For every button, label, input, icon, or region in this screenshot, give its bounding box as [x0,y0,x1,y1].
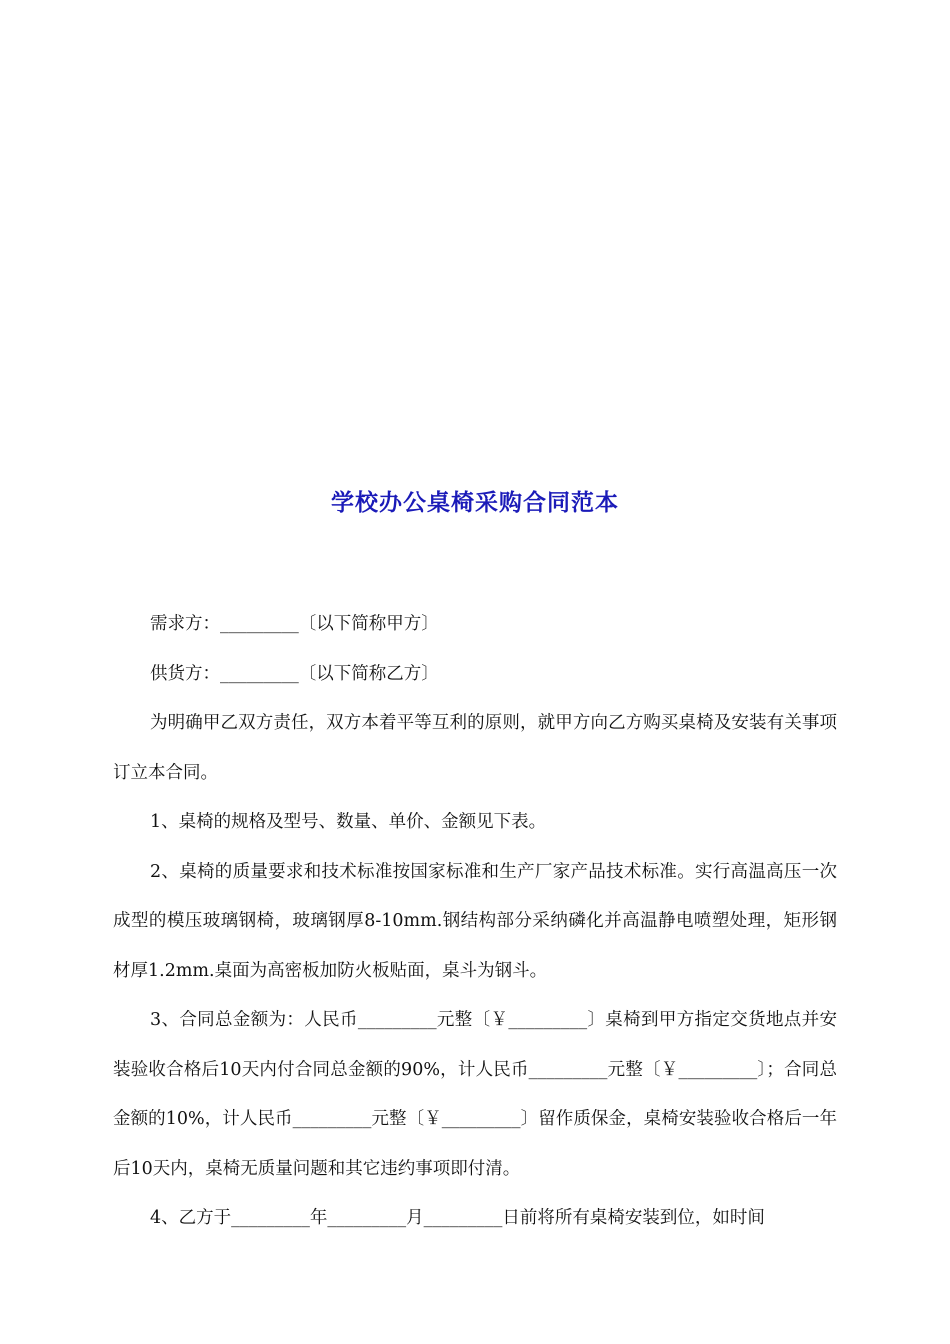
clause-3: 3、合同总金额为：人民币_________元整〔￥_________〕桌椅到甲方指定交货地点并安装验收合格后10天内付合同总金额的90%，计人民币_________元整〔￥_________〕；合同总金额的10%，计人民币_________元整〔￥_________〕留作质保金，桌椅安装验收合格后一年后10天内，桌椅无质量问题和其它违约事项即付清。 [113,1010,837,1179]
clause-preamble: 为明确甲乙双方责任，双方本着平等互利的原则，就甲方向乙方购买桌椅及安装有关事项订立本合同。 [113,713,837,783]
clause-supplier: 供货方：_________〔以下简称乙方〕 [150,663,439,684]
clause-4: 4、乙方于_________年_________月_________日前将所有桌椅安装到位，如时间 [150,1208,765,1228]
document-title: 学校办公桌椅采购合同范本 [331,489,619,516]
clause-1: 1、桌椅的规格及型号、数量、单价、金额见下表。 [150,812,547,832]
clause-buyer: 需求方：_________〔以下简称甲方〕 [150,614,439,634]
clause-2: 2、桌椅的质量要求和技术标准按国家标准和生产厂家产品技术标准。实行高温高压一次成型的模压玻璃钢椅，玻璃钢厚8-10mm.钢结构部分采纳磷化并高温静电喷塑处理，矩形钢材厚1.2mm.桌面为高密板加防火板贴面，桌斗为钢斗。 [113,861,837,981]
contract-body [113,600,837,1244]
